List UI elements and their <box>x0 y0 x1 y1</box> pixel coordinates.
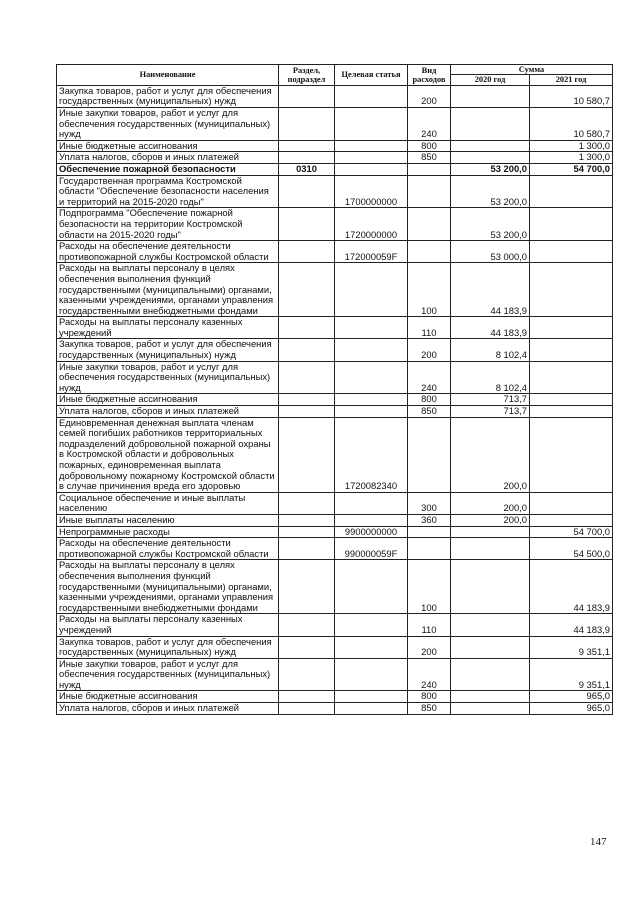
row-amount-2021: 10 580,7 <box>530 108 613 141</box>
row-target <box>335 560 408 614</box>
table-row <box>57 163 613 175</box>
row-section <box>279 538 335 560</box>
row-kind: 240 <box>408 658 451 691</box>
row-amount-2020 <box>451 614 530 636</box>
table-row <box>57 406 613 418</box>
table-row <box>57 703 613 715</box>
row-section <box>279 263 335 317</box>
row-name: Государственная программа Костромской области "Обеспечение безопасности населения и территорий на 2015-2020 годы" <box>57 175 279 208</box>
row-kind: 200 <box>408 636 451 658</box>
row-amount-2020: 53 200,0 <box>451 163 530 175</box>
table-row <box>57 85 613 107</box>
row-section <box>279 208 335 241</box>
row-kind: 200 <box>408 85 451 107</box>
row-target <box>335 108 408 141</box>
row-kind <box>408 526 451 538</box>
row-name: Уплата налогов, сборов и иных платежей <box>57 406 279 418</box>
row-amount-2021: 9 351,1 <box>530 658 613 691</box>
row-kind: 110 <box>408 614 451 636</box>
row-name: Закупка товаров, работ и услуг для обеспечения государственных (муниципальных) нужд <box>57 339 279 361</box>
table-header <box>57 65 613 86</box>
table-row <box>57 361 613 394</box>
page-number: 147 <box>590 836 607 848</box>
row-amount-2021 <box>530 394 613 406</box>
row-kind <box>408 208 451 241</box>
row-section <box>279 614 335 636</box>
row-amount-2021: 965,0 <box>530 691 613 703</box>
row-amount-2020: 44 183,9 <box>451 263 530 317</box>
row-section <box>279 514 335 526</box>
row-target <box>335 317 408 339</box>
row-amount-2020: 200,0 <box>451 514 530 526</box>
row-target: 172000059F <box>335 241 408 263</box>
row-target <box>335 263 408 317</box>
row-amount-2020 <box>451 140 530 152</box>
row-name: Обеспечение пожарной безопасности <box>57 163 279 175</box>
row-amount-2021: 9 351,1 <box>530 636 613 658</box>
table-row <box>57 140 613 152</box>
row-amount-2020: 53 200,0 <box>451 208 530 241</box>
row-name: Единовременная денежная выплата членам семей погибших работников территориальных подразделений добровольной пожарной охраны в Костромской области и добровольных пожарных, единовременная выплата добровольному пожарному Костромской области в случае причинения вреда его здоровью <box>57 417 279 492</box>
row-amount-2020: 713,7 <box>451 394 530 406</box>
row-kind: 300 <box>408 492 451 514</box>
table-row <box>57 152 613 164</box>
header-sum: Сумма <box>451 65 613 75</box>
table-row <box>57 339 613 361</box>
header-2020: 2020 год <box>451 75 530 85</box>
row-kind <box>408 163 451 175</box>
row-kind: 360 <box>408 514 451 526</box>
row-target <box>335 406 408 418</box>
row-amount-2020 <box>451 108 530 141</box>
row-name: Иные бюджетные ассигнования <box>57 691 279 703</box>
row-kind: 240 <box>408 361 451 394</box>
row-name: Закупка товаров, работ и услуг для обеспечения государственных (муниципальных) нужд <box>57 636 279 658</box>
row-amount-2020 <box>451 560 530 614</box>
row-target: 1720082340 <box>335 417 408 492</box>
row-amount-2020: 200,0 <box>451 492 530 514</box>
row-amount-2021: 44 183,9 <box>530 614 613 636</box>
row-section <box>279 317 335 339</box>
row-amount-2021: 54 700,0 <box>530 526 613 538</box>
row-amount-2020: 44 183,9 <box>451 317 530 339</box>
row-kind <box>408 538 451 560</box>
row-section <box>279 394 335 406</box>
row-target <box>335 361 408 394</box>
row-section <box>279 241 335 263</box>
row-name: Непрограммные расходы <box>57 526 279 538</box>
row-section <box>279 85 335 107</box>
row-name: Расходы на обеспечение деятельности противопожарной службы Костромской области <box>57 241 279 263</box>
table-row <box>57 526 613 538</box>
row-amount-2020 <box>451 526 530 538</box>
table-row <box>57 108 613 141</box>
row-amount-2020 <box>451 85 530 107</box>
table-row <box>57 560 613 614</box>
row-amount-2020 <box>451 538 530 560</box>
row-amount-2020 <box>451 658 530 691</box>
row-name: Подпрограмма "Обеспечение пожарной безопасности на территории Костромской области на 2015-2020 годы" <box>57 208 279 241</box>
row-amount-2020: 53 000,0 <box>451 241 530 263</box>
row-section <box>279 175 335 208</box>
row-amount-2021 <box>530 492 613 514</box>
row-name: Расходы на выплаты персоналу казенных учреждений <box>57 317 279 339</box>
table-row <box>57 208 613 241</box>
row-section <box>279 108 335 141</box>
row-section: 0310 <box>279 163 335 175</box>
row-amount-2021: 1 300,0 <box>530 140 613 152</box>
row-target <box>335 152 408 164</box>
header-target: Целевая статья <box>335 65 408 86</box>
row-kind: 850 <box>408 152 451 164</box>
row-name: Иные закупки товаров, работ и услуг для обеспечения государственных (муниципальных) нужд <box>57 658 279 691</box>
header-kind: Вид расходов <box>408 65 451 86</box>
row-section <box>279 492 335 514</box>
row-name: Расходы на обеспечение деятельности противопожарной службы Костромской области <box>57 538 279 560</box>
row-kind: 100 <box>408 560 451 614</box>
budget-table <box>56 64 613 715</box>
row-amount-2020: 8 102,4 <box>451 361 530 394</box>
row-amount-2020 <box>451 636 530 658</box>
row-amount-2020: 200,0 <box>451 417 530 492</box>
table-row <box>57 691 613 703</box>
row-amount-2021 <box>530 406 613 418</box>
row-section <box>279 140 335 152</box>
row-target: 9900000000 <box>335 526 408 538</box>
row-target <box>335 394 408 406</box>
table-row <box>57 538 613 560</box>
row-section <box>279 417 335 492</box>
table-row <box>57 636 613 658</box>
row-target <box>335 85 408 107</box>
header-section: Раздел, подраздел <box>279 65 335 86</box>
table-body <box>57 85 613 714</box>
row-amount-2020 <box>451 691 530 703</box>
row-kind <box>408 241 451 263</box>
row-amount-2020: 53 200,0 <box>451 175 530 208</box>
row-section <box>279 339 335 361</box>
row-section <box>279 560 335 614</box>
row-name: Социальное обеспечение и иные выплаты населению <box>57 492 279 514</box>
row-target <box>335 140 408 152</box>
row-amount-2021 <box>530 317 613 339</box>
row-amount-2021 <box>530 175 613 208</box>
row-kind <box>408 175 451 208</box>
row-amount-2020: 8 102,4 <box>451 339 530 361</box>
row-section <box>279 406 335 418</box>
row-kind: 240 <box>408 108 451 141</box>
row-section <box>279 361 335 394</box>
row-name: Иные выплаты населению <box>57 514 279 526</box>
table-row <box>57 417 613 492</box>
row-amount-2021: 10 580,7 <box>530 85 613 107</box>
row-target: 1720000000 <box>335 208 408 241</box>
row-target: 1700000000 <box>335 175 408 208</box>
table-row <box>57 317 613 339</box>
table-row <box>57 514 613 526</box>
row-name: Уплата налогов, сборов и иных платежей <box>57 152 279 164</box>
row-section <box>279 152 335 164</box>
row-kind: 800 <box>408 394 451 406</box>
row-kind: 800 <box>408 691 451 703</box>
row-name: Расходы на выплаты персоналу в целях обеспечения выполнения функций государственными (муниципальными) органами, казенными учреждениями, органами управления государственными внебюджетными фондами <box>57 560 279 614</box>
table-row <box>57 394 613 406</box>
table-row <box>57 492 613 514</box>
row-name: Иные бюджетные ассигнования <box>57 394 279 406</box>
row-section <box>279 691 335 703</box>
row-amount-2021 <box>530 208 613 241</box>
row-section <box>279 636 335 658</box>
row-name: Расходы на выплаты персоналу в целях обеспечения выполнения функций государственными (муниципальными) органами, казенными учреждениями, органами управления государственными внебюджетными фондами <box>57 263 279 317</box>
row-amount-2021: 54 500,0 <box>530 538 613 560</box>
row-amount-2021 <box>530 263 613 317</box>
row-amount-2021 <box>530 361 613 394</box>
row-amount-2021: 1 300,0 <box>530 152 613 164</box>
row-name: Иные закупки товаров, работ и услуг для обеспечения государственных (муниципальных) нужд <box>57 361 279 394</box>
row-target <box>335 703 408 715</box>
row-amount-2021: 44 183,9 <box>530 560 613 614</box>
row-kind <box>408 417 451 492</box>
row-name: Иные бюджетные ассигнования <box>57 140 279 152</box>
row-target <box>335 636 408 658</box>
row-target <box>335 492 408 514</box>
row-section <box>279 703 335 715</box>
row-name: Иные закупки товаров, работ и услуг для обеспечения государственных (муниципальных) нужд <box>57 108 279 141</box>
row-amount-2021: 54 700,0 <box>530 163 613 175</box>
row-target <box>335 614 408 636</box>
row-kind: 100 <box>408 263 451 317</box>
row-section <box>279 526 335 538</box>
row-amount-2020: 713,7 <box>451 406 530 418</box>
row-amount-2021 <box>530 514 613 526</box>
table-row <box>57 241 613 263</box>
row-section <box>279 658 335 691</box>
row-kind: 800 <box>408 140 451 152</box>
row-amount-2020 <box>451 703 530 715</box>
row-amount-2021 <box>530 241 613 263</box>
table-row <box>57 614 613 636</box>
row-name: Расходы на выплаты персоналу казенных учреждений <box>57 614 279 636</box>
row-amount-2021: 965,0 <box>530 703 613 715</box>
row-target: 990000059F <box>335 538 408 560</box>
row-target <box>335 514 408 526</box>
row-amount-2021 <box>530 417 613 492</box>
row-kind: 110 <box>408 317 451 339</box>
row-kind: 200 <box>408 339 451 361</box>
row-name: Закупка товаров, работ и услуг для обеспечения государственных (муниципальных) нужд <box>57 85 279 107</box>
row-amount-2020 <box>451 152 530 164</box>
row-target <box>335 339 408 361</box>
row-kind: 850 <box>408 703 451 715</box>
row-name: Уплата налогов, сборов и иных платежей <box>57 703 279 715</box>
row-target <box>335 658 408 691</box>
table-row <box>57 175 613 208</box>
header-name: Наименование <box>57 65 279 86</box>
row-amount-2021 <box>530 339 613 361</box>
row-target <box>335 163 408 175</box>
table-row <box>57 658 613 691</box>
header-2021: 2021 год <box>530 75 613 85</box>
table-row <box>57 263 613 317</box>
row-target <box>335 691 408 703</box>
row-kind: 850 <box>408 406 451 418</box>
